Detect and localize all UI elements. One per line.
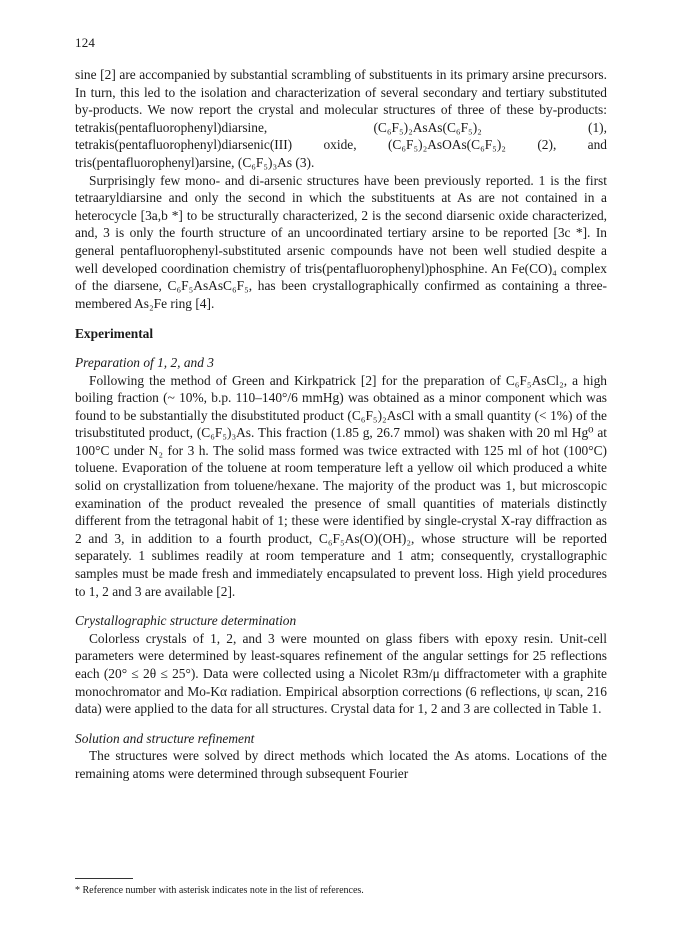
subsection-heading-crystallographic: Crystallographic structure determination (75, 613, 297, 629)
solution-paragraph: The structures were solved by direct methods which located the As atoms. Locations of the remaining atoms were determined through subsequent Fourier (75, 748, 607, 781)
intro-paragraph-2: Surprisingly few mono- and di-arsenic structures have been previously reported. 1 is the first tetraaryldiarsine and only the second in which the substituents at As are not contained in a heterocycle [3a,b *] to be structurally characterized, 2 is the second diarsenic oxide characterized, and, 3 is only the fourth structure of an uncoordinated tertiary arsine to be reported [3c *]. In general pentafluorophenyl-substituted arsenic compounds have not been well studied despite a well developed coordination chemistry of tris(pentafluorophenyl)phosphine. An Fe(CO)₄ complex of the diarsene, C₆F₅AsAsC₆F₅, has been crystallographically confirmed as containing a three-membered As₂Fe ring [4]. (75, 172, 607, 311)
preparation-paragraph: Following the method of Green and Kirkpatrick [2] for the preparation of C₆F₅AsCl₂, a high boiling fraction (~ 10%, b.p. 110–140°/6 mmHg) was obtained as a minor component which was found to be substantially the disubstituted product (C₆F₅)₂AsCl with a small quantity (< 1%) of the trisubstituted product, (C₆F₅)₃As. This fraction (1.85 g, 26.7 mmol) was shaken with 20 ml Hg⁰ at 100°C under N₂ for 3 h. The solid mass formed was twice extracted with 125 ml of hot (100°C) toluene. Evaporation of the toluene at room temperature left a yellow oil which produced a white solid on crystallization from toluene/hexane. The majority of the product was 1, but microscopic examination of the product revealed the presence of small quantities of materials distinctly different from the tetragonal habit of 1; these were identified by single-crystal X-ray diffraction as 2 and 3, in addition to a fourth product, C₆F₅As(O)(OH)₂, whose structure will be reported separately. 1 sublimes readily at room temperature and 1 atm; consequently, crystallographic samples must be made fresh and immediately encapsulated to prevent loss. High yield procedures to 1, 2 and 3 are available [2]. (75, 372, 607, 599)
article-body (75, 66, 607, 783)
footnote-rule (75, 878, 133, 879)
footnote: * Reference number with asterisk indicates note in the list of references. (75, 885, 364, 896)
intro-paragraph-1: sine [2] are accompanied by substantial scrambling of substituents in its primary arsine precursors. In turn, this led to the isolation and characterization of several secondary and tertiary substituted by-products. We now report the crystal and molecular structures of three of these by-products: tetrakis(pentafluorophenyl)diarsine, (C₆F₅)₂AsAs(C₆F₅)₂ (1), tetrakis(pentafluorophenyl)diarsenic(III) oxide, (C₆F₅)₂AsOAs(C₆F₅)₂ (2), and tris(pentafluorophenyl)arsine, (C₆F₅)₃As (3). (75, 67, 607, 170)
crystallographic-paragraph: Colorless crystals of 1, 2, and 3 were mounted on glass fibers with epoxy resin. Unit-cell parameters were determined by least-squares refinement of the angular settings for 25 reflections each (20° ≤ 2θ ≤ 25°). Data were collected using a Nicolet R3m/μ diffractometer with a graphite monochromator and Mo-Kα radiation. Empirical absorption corrections (6 reflections, ψ scan, 216 data) were applied to the data for all structures. Crystal data for 1, 2 and 3 are collected in Table 1. (75, 630, 607, 717)
subsection-heading-preparation: Preparation of 1, 2, and 3 (75, 354, 214, 370)
page-number: 124 (75, 35, 96, 50)
subsection-heading-solution: Solution and structure refinement (75, 730, 255, 746)
section-heading-experimental: Experimental (75, 326, 154, 342)
